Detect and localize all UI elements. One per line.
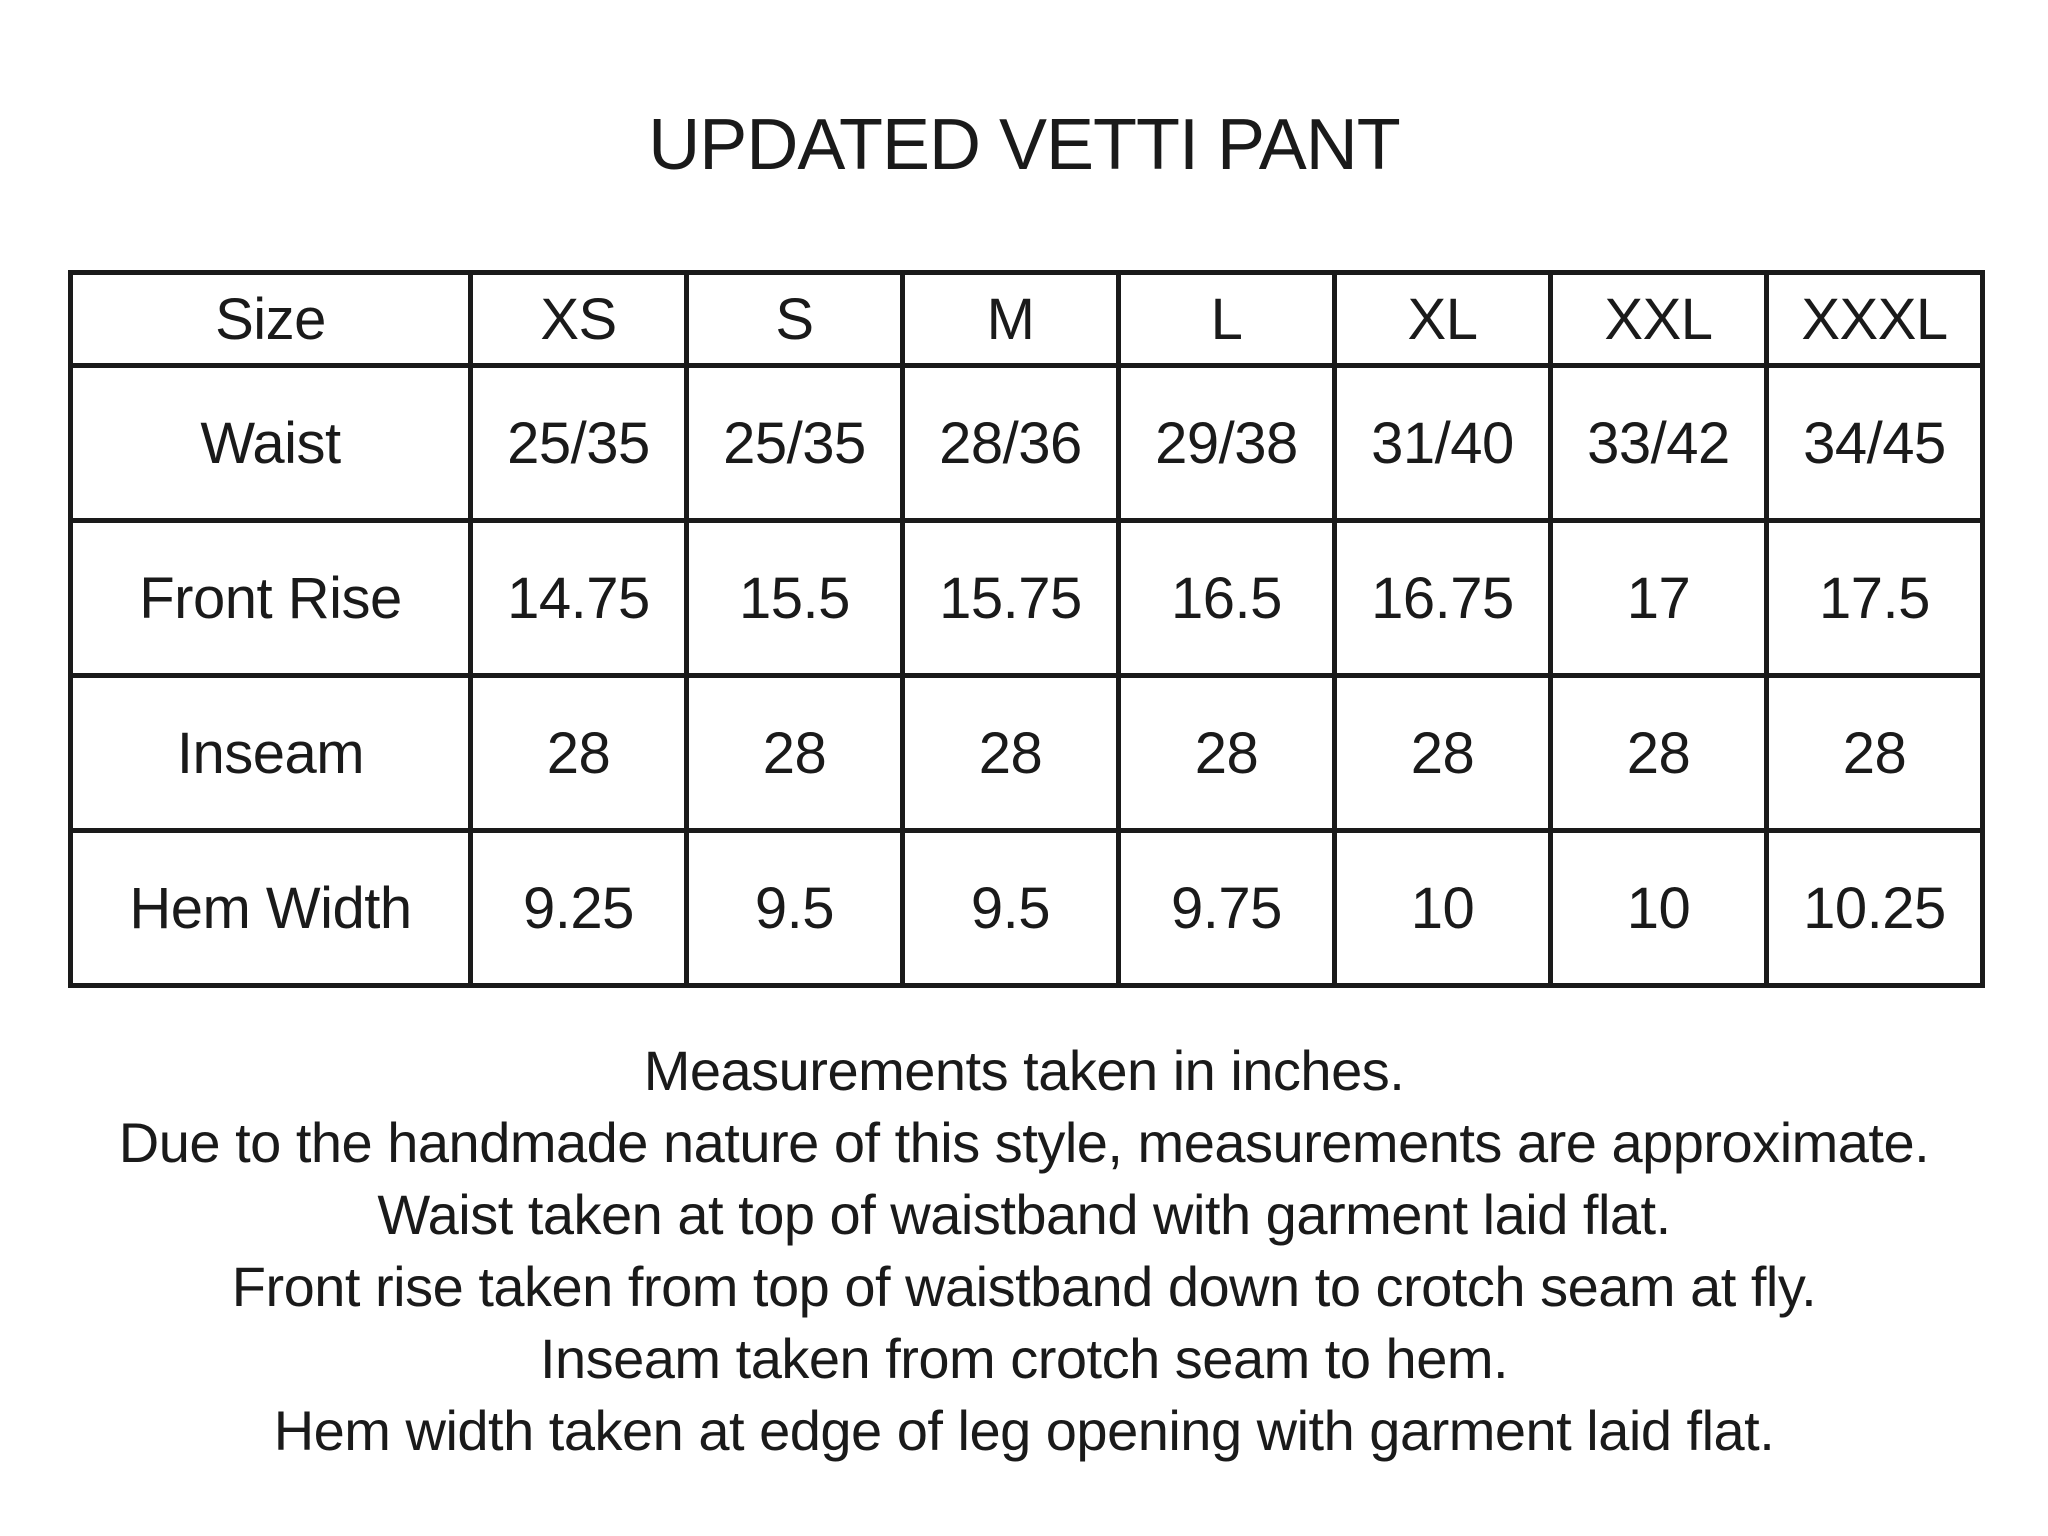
table-cell: 10.25: [1767, 831, 1983, 986]
header-cell: XXL: [1551, 273, 1767, 366]
header-cell: XL: [1335, 273, 1551, 366]
table-cell: 34/45: [1767, 366, 1983, 521]
table-cell: 28: [1551, 676, 1767, 831]
table-cell: 15.75: [903, 521, 1119, 676]
table-cell: 25/35: [471, 366, 687, 521]
page-title: UPDATED VETTI PANT: [648, 105, 1400, 185]
note-line: Front rise taken from top of waistband down to crotch seam at fly.: [231, 1255, 1817, 1318]
table-header-row: [71, 273, 1983, 366]
size-chart-table: [68, 270, 1985, 988]
header-cell: XS: [471, 273, 687, 366]
table-cell: 28: [1335, 676, 1551, 831]
header-cell: M: [903, 273, 1119, 366]
note-line: Waist taken at top of waistband with garment laid flat.: [377, 1183, 1671, 1246]
row-label-cell: Hem Width: [71, 831, 471, 986]
note-line: Hem width taken at edge of leg opening with garment laid flat.: [273, 1399, 1775, 1462]
header-cell: Size: [71, 273, 471, 366]
table-cell: 9.5: [687, 831, 903, 986]
table-cell: 17.5: [1767, 521, 1983, 676]
table-cell: 31/40: [1335, 366, 1551, 521]
table-cell: 9.75: [1119, 831, 1335, 986]
note-line: Measurements taken in inches.: [643, 1039, 1405, 1102]
table-cell: 17: [1551, 521, 1767, 676]
table-cell: 28: [1767, 676, 1983, 831]
table-cell: 9.5: [903, 831, 1119, 986]
table-row: [71, 676, 1983, 831]
note-line: Inseam taken from crotch seam to hem.: [539, 1327, 1509, 1390]
table-row: [71, 521, 1983, 676]
measurement-notes: [0, 1035, 2048, 1467]
row-label-cell: Inseam: [71, 676, 471, 831]
table-cell: 28: [471, 676, 687, 831]
table-cell: 28: [687, 676, 903, 831]
row-label-cell: Waist: [71, 366, 471, 521]
table-cell: 9.25: [471, 831, 687, 986]
table-cell: 14.75: [471, 521, 687, 676]
header-cell: L: [1119, 273, 1335, 366]
table-cell: 16.75: [1335, 521, 1551, 676]
table-cell: 33/42: [1551, 366, 1767, 521]
table-cell: 29/38: [1119, 366, 1335, 521]
header-cell: S: [687, 273, 903, 366]
table-cell: 16.5: [1119, 521, 1335, 676]
table-cell: 25/35: [687, 366, 903, 521]
table-cell: 28: [903, 676, 1119, 831]
table-row: [71, 366, 1983, 521]
table-cell: 10: [1335, 831, 1551, 986]
table-cell: 28/36: [903, 366, 1119, 521]
note-line: Due to the handmade nature of this style, measurements are approximate.: [118, 1111, 1930, 1174]
table-cell: 15.5: [687, 521, 903, 676]
row-label-cell: Front Rise: [71, 521, 471, 676]
table-row: [71, 831, 1983, 986]
header-cell: XXXL: [1767, 273, 1983, 366]
table-cell: 10: [1551, 831, 1767, 986]
table-cell: 28: [1119, 676, 1335, 831]
